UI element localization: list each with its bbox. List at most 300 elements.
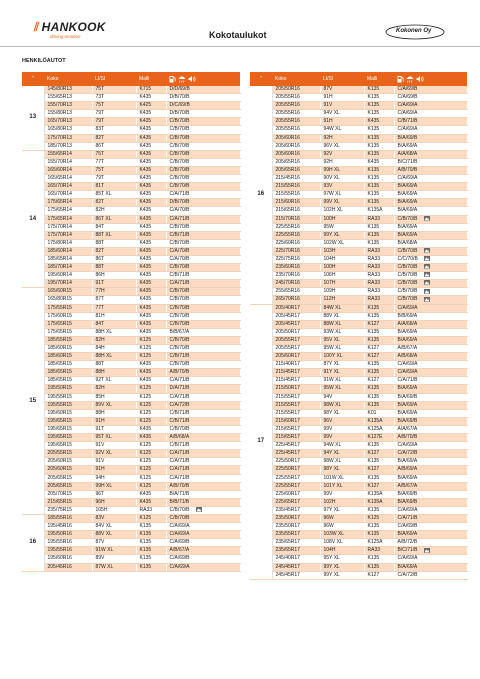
eu-label-text: C/B/70/B <box>169 320 190 327</box>
eu-label-text: C/C/70/B <box>397 255 418 262</box>
tire-size <box>272 490 320 498</box>
table-row <box>22 474 240 482</box>
tire-model-text: K135 <box>367 199 380 206</box>
eu-label <box>394 442 467 450</box>
eu-label-text: C/B/70/B <box>169 223 190 230</box>
tire-model <box>364 86 394 94</box>
page-header <box>0 0 480 47</box>
tire-size-text: 185/60R14 <box>47 247 72 254</box>
load-speed-index <box>320 215 364 223</box>
load-speed-index <box>92 126 136 134</box>
tire-model <box>136 247 166 255</box>
tire-model <box>136 86 166 94</box>
tire-model-text: K435 <box>139 490 152 497</box>
tire-size-text: 145/80R13 <box>47 86 72 92</box>
eu-label <box>394 506 467 514</box>
tire-model <box>364 102 394 110</box>
tire-model-text: K135 <box>139 563 152 570</box>
tire-model-text: K435 <box>139 498 152 505</box>
tire-model <box>136 272 166 280</box>
tire-size <box>272 458 320 466</box>
tire-model-text: K125 <box>139 466 152 473</box>
eu-label <box>394 401 467 409</box>
eu-label <box>394 231 467 239</box>
tire-model <box>136 417 166 425</box>
load-speed-index <box>320 118 364 126</box>
tire-model <box>136 450 166 458</box>
eu-label-text: C/B/70/B <box>397 247 418 254</box>
table-row <box>250 223 467 231</box>
table-row <box>22 247 240 255</box>
tire-model-text: RA33 <box>367 215 381 222</box>
load-speed-index <box>320 442 364 450</box>
tire-model-text: K135 <box>367 312 380 319</box>
eu-label-text: A/A/68/A <box>397 320 418 327</box>
load-speed-index-text: 82H <box>95 336 105 343</box>
table-row <box>22 207 240 215</box>
tire-model <box>136 328 166 336</box>
tire-size-text: 215/60R17 <box>275 417 300 424</box>
tire-size <box>272 183 320 191</box>
eu-label <box>394 207 467 215</box>
tire-size-text: 205/50R17 <box>275 328 300 335</box>
tire-model-text: K135 <box>367 134 380 141</box>
tire-size <box>272 434 320 442</box>
tire-size-text: 195/55R15 <box>47 393 72 400</box>
load-speed-index-text: 88H XL <box>95 328 113 335</box>
load-speed-index-text: 75T <box>95 166 105 173</box>
tire-model <box>364 555 394 563</box>
tire-model <box>364 523 394 531</box>
hankook-logo <box>34 20 106 39</box>
tire-size <box>44 498 92 506</box>
tire-size <box>44 118 92 126</box>
eu-label-text: C/A/69/A <box>169 523 190 530</box>
eu-label-text: B/A/69/A <box>397 191 418 198</box>
tire-model-text: K435 <box>139 312 152 319</box>
tire-model <box>364 450 394 458</box>
tire-model <box>136 514 166 522</box>
tire-size-text: 215/65R15 <box>47 498 72 505</box>
tire-size <box>44 555 92 563</box>
load-speed-index <box>320 417 364 425</box>
load-speed-index <box>92 239 136 247</box>
load-speed-index-text: 91H <box>323 94 333 101</box>
eu-label-text: B/A/69/B <box>397 498 418 505</box>
table-row <box>22 231 240 239</box>
tire-size <box>44 255 92 263</box>
tire-size <box>44 150 92 158</box>
tire-model-text: K135 <box>367 94 380 101</box>
eu-label-text: B/A/69/A <box>397 531 418 538</box>
tire-model-text: K135A <box>367 498 383 505</box>
load-speed-index <box>92 498 136 506</box>
load-speed-index-text: 87Y XL <box>323 361 340 368</box>
load-speed-index-text: 73T <box>95 94 105 101</box>
tire-model <box>364 142 394 150</box>
load-speed-index <box>320 175 364 183</box>
eu-label <box>166 482 240 490</box>
tire-model <box>364 183 394 191</box>
eu-label <box>394 158 467 166</box>
load-speed-index <box>92 94 136 102</box>
tire-size-text: 195/55R16 <box>47 539 72 546</box>
table-row <box>22 458 240 466</box>
tire-model <box>136 231 166 239</box>
eu-label <box>394 474 467 482</box>
eu-label-text: A/B/72/B <box>397 539 418 546</box>
eu-label <box>166 531 240 539</box>
eu-label-text: C/A/69/A <box>397 369 418 376</box>
tire-model-text: K135 <box>367 506 380 513</box>
load-speed-index <box>92 353 136 361</box>
tire-model <box>364 199 394 207</box>
load-speed-index <box>92 134 136 142</box>
tire-model-text: K135A <box>367 490 383 497</box>
tire-size-text: 205/55R16 <box>275 118 300 125</box>
tire-size <box>44 134 92 142</box>
tire-model <box>136 506 166 514</box>
tire-model <box>136 353 166 361</box>
tire-size <box>44 369 92 377</box>
tire-model <box>136 361 166 369</box>
tire-model-text: K135 <box>367 328 380 335</box>
tire-size <box>44 247 92 255</box>
table-row <box>250 247 467 255</box>
table-row <box>22 158 240 166</box>
eu-label <box>394 110 467 118</box>
eu-label-text: D/C/69/B <box>169 102 190 109</box>
eu-label <box>166 474 240 482</box>
load-speed-index-text: 86T <box>95 142 105 149</box>
tire-size-text: 165/80R15 <box>47 296 72 303</box>
eu-label-text: C/A/71/B <box>169 215 190 222</box>
eu-label <box>166 102 240 110</box>
table-row <box>22 94 240 102</box>
fuel-pump-icon <box>397 75 404 83</box>
load-speed-index-text: 83V <box>95 514 105 521</box>
eu-label-icons <box>397 75 424 83</box>
tire-model <box>364 482 394 490</box>
load-speed-index-text: 81T <box>95 183 105 190</box>
tire-size-text: 175/60R15 <box>47 312 72 319</box>
tire-size-text: 195/65R15 <box>47 425 72 432</box>
tire-size-text: 225/50R17 <box>275 458 300 465</box>
tire-model-text: K127E <box>367 434 383 441</box>
tire-model <box>364 385 394 393</box>
table-row <box>22 142 240 150</box>
table-row <box>22 296 240 304</box>
tire-size <box>44 425 92 433</box>
table-row <box>250 142 467 150</box>
load-speed-index-text: 91W XL <box>95 547 114 554</box>
tire-size-text: 195/60R15 <box>47 409 72 416</box>
load-speed-index-text: 104H <box>323 255 336 262</box>
tire-model-text: RA33 <box>367 288 381 295</box>
table-row <box>22 264 240 272</box>
tire-model-text: K135 <box>139 523 152 530</box>
tire-size-text: 205/65R16 <box>275 158 300 165</box>
rim-size-cell: 16 <box>22 514 44 571</box>
eu-label-text: C/A/70/B <box>169 255 190 262</box>
tire-size <box>272 539 320 547</box>
load-speed-index-text: 112H <box>323 296 336 303</box>
tire-size <box>44 231 92 239</box>
tire-size-text: 205/55R16 <box>275 110 300 117</box>
tire-model <box>136 126 166 134</box>
eu-label <box>394 361 467 369</box>
tire-model-text: K425 <box>139 102 152 109</box>
load-speed-index-text: 82T <box>95 199 105 206</box>
tire-size-text: 215/55R17 <box>275 401 300 408</box>
table-header <box>250 72 467 86</box>
eu-label <box>394 247 467 255</box>
load-speed-index <box>320 150 364 158</box>
load-speed-index <box>92 166 136 174</box>
tire-model <box>364 490 394 498</box>
tire-size <box>44 86 92 94</box>
load-speed-index <box>320 312 364 320</box>
eu-label <box>394 353 467 361</box>
table-row <box>250 547 467 555</box>
table-row <box>22 369 240 377</box>
tire-size-text: 235/65R17 <box>275 539 300 546</box>
tire-size-text: 185/60R15 <box>47 353 72 360</box>
winter-mountain-icon <box>424 264 430 269</box>
load-speed-index-text: 88T <box>95 264 105 271</box>
tire-model <box>364 563 394 571</box>
tire-size <box>272 86 320 94</box>
tire-size-text: 175/65R15 <box>47 328 72 335</box>
winter-mountain-icon <box>424 256 430 261</box>
eu-label-text: C/A/71/B <box>169 458 190 465</box>
tire-model <box>136 547 166 555</box>
tire-model-text: K435 <box>139 369 152 376</box>
tire-size <box>44 320 92 328</box>
eu-label-text: B/A/69/A <box>397 199 418 206</box>
load-speed-index <box>92 490 136 498</box>
tire-model <box>136 425 166 433</box>
tire-size <box>44 94 92 102</box>
eu-label <box>166 539 240 547</box>
table-row <box>22 255 240 263</box>
tire-size <box>272 450 320 458</box>
tire-size-text: 245/40R17 <box>275 555 300 562</box>
tire-size-text: 165/70R14 <box>47 191 72 198</box>
eu-label <box>166 280 240 288</box>
table-row <box>250 442 467 450</box>
rim-size-cell: 16 <box>250 86 272 304</box>
tire-model <box>136 134 166 142</box>
tire-model <box>364 466 394 474</box>
eu-label-text: B/A/69/A <box>397 183 418 190</box>
col-index: LI/SI <box>320 72 364 86</box>
tire-model-text: K435 <box>139 296 152 303</box>
eu-label-text: C/B/70/B <box>397 288 418 295</box>
tire-model-text: K135 <box>367 183 380 190</box>
tire-size-text: 225/45R17 <box>275 450 300 457</box>
load-speed-index <box>92 320 136 328</box>
eu-label <box>394 377 467 385</box>
eu-label <box>394 514 467 522</box>
tire-model-text: K135 <box>367 563 380 570</box>
eu-label <box>166 264 240 272</box>
tire-size-text: 205/55R16 <box>275 126 300 133</box>
table-row <box>250 458 467 466</box>
tire-size-text: 175/65R14 <box>47 199 72 206</box>
load-speed-index-text: 91H <box>323 118 333 125</box>
tire-size <box>44 401 92 409</box>
load-speed-index <box>92 191 136 199</box>
eu-label-text: B/B/67/A <box>169 328 190 335</box>
table-row <box>250 571 467 579</box>
eu-label-text: A/A/68/A <box>397 150 418 157</box>
eu-label <box>166 134 240 142</box>
load-speed-index-text: 92H <box>323 158 333 165</box>
load-speed-index-text: 77H <box>95 288 105 295</box>
table-row <box>250 401 467 409</box>
eu-label <box>166 86 240 94</box>
load-speed-index-text: 87V <box>95 539 105 546</box>
winter-mountain-icon <box>424 548 430 553</box>
tire-size <box>44 458 92 466</box>
tire-model-text: K435 <box>139 328 152 335</box>
tire-model-text: K135 <box>139 531 152 538</box>
table-row <box>22 547 240 555</box>
tire-size-text: 175/70R13 <box>47 134 72 141</box>
tire-size <box>44 563 92 571</box>
tire-size-text: 215/40R17 <box>275 361 300 368</box>
load-speed-index <box>92 328 136 336</box>
tire-size <box>272 401 320 409</box>
load-speed-index <box>320 272 364 280</box>
load-speed-index-text: 87W XL <box>95 563 114 570</box>
eu-label-text: C/B/71/B <box>397 118 418 125</box>
tire-size <box>272 296 320 304</box>
tire-size-text: 215/65R16 <box>275 207 300 214</box>
eu-label <box>394 264 467 272</box>
eu-label <box>166 458 240 466</box>
load-speed-index <box>92 150 136 158</box>
eu-label <box>394 563 467 571</box>
table-row <box>22 280 240 288</box>
table-row <box>22 417 240 425</box>
load-speed-index-text: 99Y XL <box>323 231 340 238</box>
load-speed-index <box>320 191 364 199</box>
tire-model-text: K435 <box>139 110 152 117</box>
load-speed-index-text: 84W XL <box>323 304 342 311</box>
tire-size <box>272 498 320 506</box>
load-speed-index <box>320 571 364 579</box>
tire-model-text: K135 <box>367 126 380 133</box>
tire-size <box>272 345 320 353</box>
eu-label <box>394 555 467 563</box>
load-speed-index <box>320 223 364 231</box>
tire-model <box>364 223 394 231</box>
eu-label-text: C/B/71/B <box>169 417 190 424</box>
table-row <box>250 377 467 385</box>
load-speed-index-text: 93V <box>323 183 333 190</box>
tire-model-text: K135 <box>367 223 380 230</box>
tire-size-text: 225/55R16 <box>275 223 300 230</box>
col-label <box>166 72 240 86</box>
eu-label <box>166 255 240 263</box>
table-row <box>250 336 467 344</box>
table-row <box>22 199 240 207</box>
tire-model-text: K125 <box>139 474 152 481</box>
eu-label-text: C/A/71/B <box>169 450 190 457</box>
tire-model <box>136 336 166 344</box>
tire-size-text: 195/50R16 <box>47 531 72 538</box>
load-speed-index <box>92 142 136 150</box>
table-row <box>22 312 240 320</box>
table-row <box>22 490 240 498</box>
eu-label-text: C/B/70/B <box>169 239 190 246</box>
load-speed-index <box>320 336 364 344</box>
eu-label-text: B/A/71/B <box>169 490 190 497</box>
load-speed-index <box>320 547 364 555</box>
tire-size <box>44 312 92 320</box>
tire-model-text: K125 <box>139 450 152 457</box>
tire-model <box>364 571 394 579</box>
tire-model-text: K135 <box>139 555 152 562</box>
tire-size-text: 155/70R14 <box>47 158 72 165</box>
load-speed-index <box>320 353 364 361</box>
load-speed-index-text: 106H <box>323 272 336 279</box>
winter-mountain-icon <box>196 507 202 512</box>
tire-size <box>44 490 92 498</box>
tire-model-text: K127 <box>367 353 380 360</box>
table-row <box>250 272 467 280</box>
tire-size-text: 205/55R16 <box>275 94 300 101</box>
eu-label-text: C/A/69/B <box>397 523 418 530</box>
eu-label <box>394 434 467 442</box>
load-speed-index <box>92 86 136 94</box>
tire-model <box>136 523 166 531</box>
load-speed-index-text: 83T <box>95 126 105 133</box>
tire-size <box>44 166 92 174</box>
table-row <box>250 166 467 174</box>
eu-label-text: B/A/69/B <box>397 417 418 424</box>
eu-label <box>394 239 467 247</box>
load-speed-index <box>92 409 136 417</box>
rim-size-cell: 15 <box>22 288 44 515</box>
tire-size-text: 205/65R16 <box>275 166 300 173</box>
tire-size-text: 165/65R14 <box>47 175 72 182</box>
eu-label <box>166 247 240 255</box>
load-speed-index-text: 89V <box>95 555 105 562</box>
tire-model <box>136 401 166 409</box>
table-row <box>250 215 467 223</box>
load-speed-index <box>92 482 136 490</box>
tire-size-text: 225/60R16 <box>275 239 300 246</box>
table-row <box>250 280 467 288</box>
tire-model-text: K435 <box>139 215 152 222</box>
tire-size-text: 185/65R15 <box>47 377 72 384</box>
eu-label <box>166 506 240 514</box>
eu-label-text: C/A/69/A <box>397 304 418 311</box>
load-speed-index-text: 88H <box>95 369 105 376</box>
col-size: Koko <box>272 72 320 86</box>
table-row <box>22 555 240 563</box>
tire-model <box>364 110 394 118</box>
table-row <box>22 126 240 134</box>
tire-size <box>272 466 320 474</box>
tire-size-text: 205/55R17 <box>275 336 300 343</box>
tire-model <box>364 126 394 134</box>
eu-label-text: B/A/69/B <box>397 393 418 400</box>
eu-label-text: C/B/70/B <box>397 215 418 222</box>
